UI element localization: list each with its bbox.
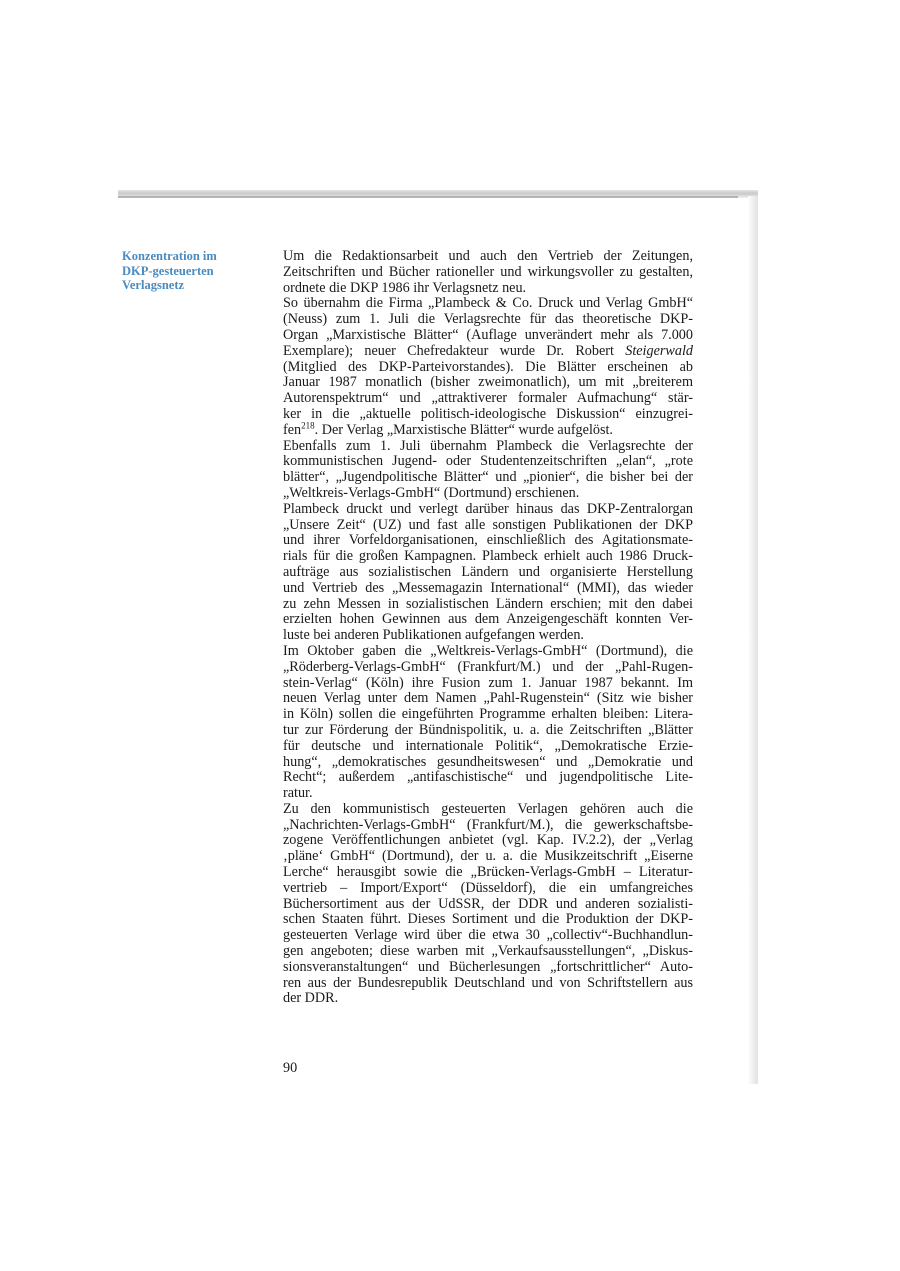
text-line: (Neuss) zum 1. Juli die Verlagsrechte für das theoretische DKP- — [283, 311, 693, 328]
text-line: Januar 1987 monatlich (bisher zweimonatlich), um mit „breiterem — [283, 374, 693, 391]
text-line: in Köln) sollen die eingeführten Programme erhalten bleiben: Litera- — [283, 706, 693, 723]
top-rule-shadow — [118, 196, 738, 198]
italic-name: Steigerwald — [625, 342, 693, 359]
body-text — [283, 249, 693, 1007]
text-line — [283, 420, 693, 439]
text-line: „Nachrichten-Verlags-GmbH“ (Frankfurt/M.), die gewerkschaftsbe- — [283, 816, 693, 833]
text-line: blätter“, „Jugendpolitische Blätter“ und „pionier“, die bisher bei der — [283, 469, 693, 486]
text-line: hung“, „demokratisches gesundheitswesen“ und „Demokratie und — [283, 753, 693, 770]
text-line: Ebenfalls zum 1. Juli übernahm Plambeck die Verlagsrechte der — [283, 437, 693, 454]
text-line: Büchersortiment aus der UdSSR, der DDR und anderen sozialisti- — [283, 895, 693, 912]
text-line: ren aus der Bundesrepublik Deutschland und von Schriftstellern aus — [283, 974, 693, 991]
paragraph-4 — [283, 502, 693, 644]
text-line: aufträge aus sozialistischen Ländern und organisierte Herstellung — [283, 563, 693, 580]
paragraph-2 — [283, 296, 693, 438]
text-line: gen angeboten; diese warben mit „Verkaufsausstellungen“, „Diskus- — [283, 943, 693, 960]
text-line: für deutsche und internationale Politik“, „Demokratische Erzie- — [283, 737, 693, 754]
text-line: kommunistischen Jugend- oder Studentenzeitschriften „elan“, „rote — [283, 453, 693, 470]
text-fragment: . Der Verlag „Marxistische Blätter“ wurde aufgelöst. — [314, 421, 613, 438]
text-line: „Weltkreis-Verlags-GmbH“ (Dortmund) erschienen. — [283, 484, 580, 501]
text-fragment: Exemplare); neuer Chefredakteur wurde Dr. Robert — [283, 342, 626, 359]
text-line: ratur. — [283, 785, 313, 802]
text-line: „Röderberg-Verlags-GmbH“ (Frankfurt/M.) und der „Pahl-Rugen- — [283, 658, 693, 675]
text-line: Lerche“ herausgibt sowie die „Brücken-Verlags-GmbH – Literatur- — [283, 864, 693, 881]
paragraph-5 — [283, 644, 693, 802]
text-line: und ihrer Vorfeldorganisationen, einschließlich des Agitationsmate- — [283, 532, 693, 549]
text-line: ordnete die DKP 1986 ihr Verlagsnetz neu. — [283, 279, 527, 296]
text-line: luste bei anderen Publikationen aufgefangen werden. — [283, 627, 584, 644]
text-line: sionsveranstaltungen“ und Bücherlesungen „fortschrittlicher“ Auto- — [283, 958, 693, 975]
text-line: vertrieb – Import/Export“ (Düsseldorf), die ein umfangreiches — [283, 879, 693, 896]
text-line: zu zehn Messen in sozialistischen Ländern erschien; mit den dabei — [283, 595, 693, 612]
text-line: „Unsere Zeit“ (UZ) und fast alle sonstigen Publikationen der DKP — [283, 516, 693, 533]
text-line — [283, 344, 693, 360]
text-line: stein-Verlag“ (Köln) ihre Fusion zum 1. Januar 1987 bekannt. Im — [283, 674, 693, 691]
text-line: Zu den kommunistisch gesteuerten Verlagen gehören auch die — [283, 800, 693, 817]
text-line: (Mitglied des DKP-Parteivorstandes). Die Blätter erscheinen ab — [283, 358, 693, 375]
text-line: Plambeck druckt und verlegt darüber hinaus das DKP-Zentralorgan — [283, 500, 693, 517]
paragraph-3 — [283, 439, 693, 502]
text-line: gesteuerten Verlage wird über die etwa 30 „collectiv“-Buchhandlun- — [283, 927, 693, 944]
text-line: rials für die großen Kampagnen. Plambeck erhielt auch 1986 Druck- — [283, 548, 693, 565]
text-line: tur zur Förderung der Bündnispolitik, u. a. die Zeitschriften „Blätter — [283, 721, 693, 738]
text-line: Autorenspektrum“ und „attraktiverer formaler Aufmachung“ stär- — [283, 390, 693, 407]
margin-note-line: Verlagsnetz — [122, 278, 185, 292]
page-number: 90 — [283, 1060, 298, 1076]
margin-note — [122, 249, 246, 293]
text-line: So übernahm die Firma „Plambeck & Co. Druck und Verlag GmbH“ — [283, 295, 693, 312]
text-line: ‚pläne‘ GmbH“ (Dortmund), der u. a. die Musikzeitschrift „Eiserne — [283, 848, 693, 865]
text-line: zogene Veröffentlichungen anbietet (vgl. Kap. IV.2.2), der „Verlag — [283, 832, 693, 849]
text-line: Recht“; außerdem „antifaschistische“ und jugendpolitische Lite- — [283, 769, 693, 786]
margin-note-line: Konzentration im — [122, 249, 217, 263]
footnote-ref: 218 — [301, 420, 315, 431]
text-line: Um die Redaktionsarbeit und auch den Vertrieb der Zeitungen, — [283, 248, 693, 264]
text-line: neuen Verlag unter dem Namen „Pahl-Rugenstein“ (Sitz wie bisher — [283, 690, 693, 707]
paragraph-6 — [283, 802, 693, 1007]
text-line: der DDR. — [283, 990, 339, 1007]
paragraph-1 — [283, 249, 693, 296]
text-line: Zeitschriften und Bücher rationeller und wirkungsvoller zu gestalten, — [283, 263, 693, 280]
text-line: Im Oktober gaben die „Weltkreis-Verlags-GmbH“ (Dortmund), die — [283, 642, 693, 659]
page-edge-shadow — [748, 196, 758, 1084]
text-line: erzielten hohen Gewinnen aus dem Anzeigengeschäft konnten Ver- — [283, 611, 693, 628]
text-line: und Vertrieb des „Messemagazin International“ (MMI), das wieder — [283, 579, 693, 596]
margin-note-line: DKP-gesteuerten — [122, 263, 214, 278]
text-fragment: fen — [283, 421, 302, 438]
text-line: ker in die „aktuelle politisch-ideologische Diskussion“ einzugrei- — [283, 405, 693, 422]
text-line: Organ „Marxistische Blätter“ (Auflage unverändert mehr als 7.000 — [283, 326, 693, 343]
text-line: schen Staaten führt. Dieses Sortiment und die Produktion der DKP- — [283, 911, 693, 928]
